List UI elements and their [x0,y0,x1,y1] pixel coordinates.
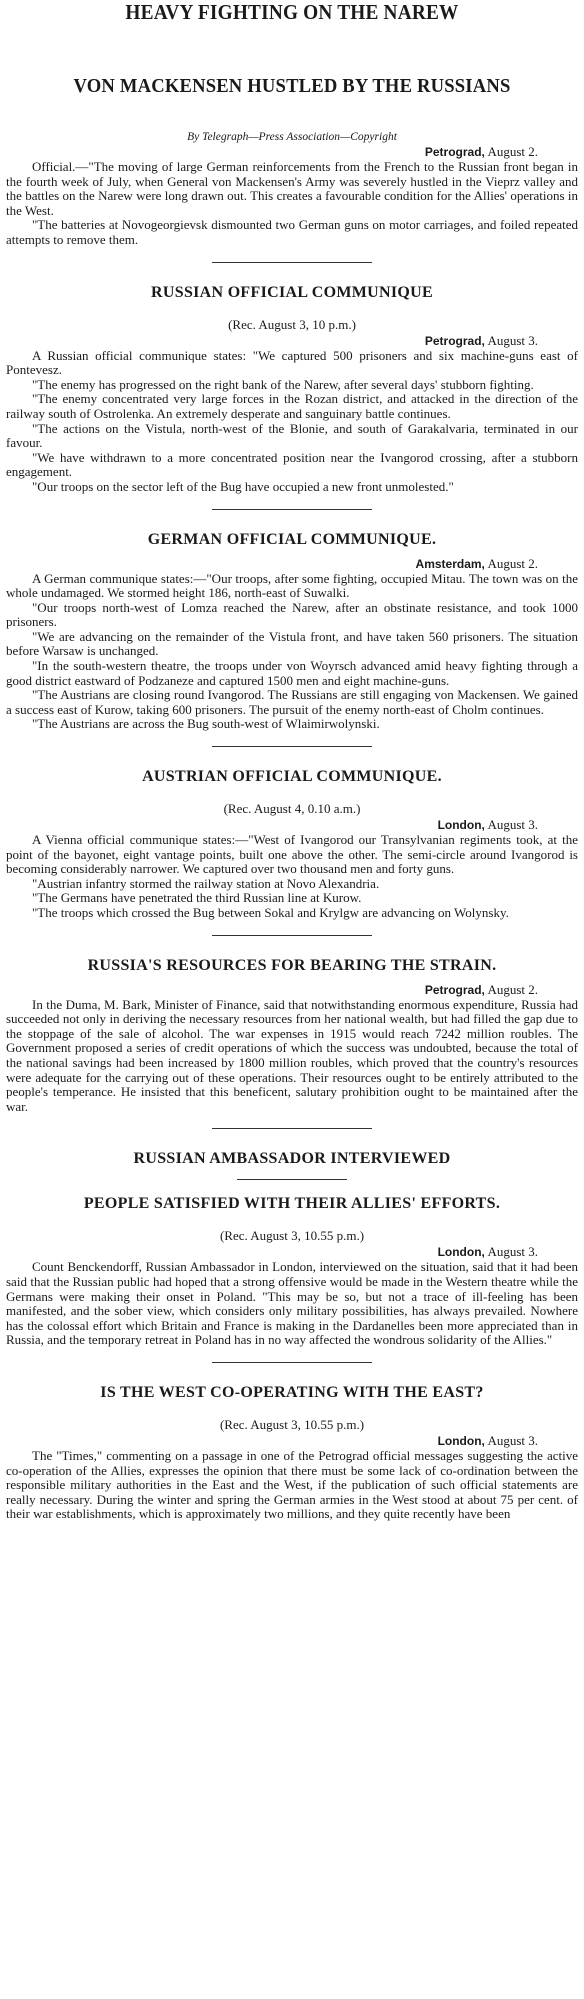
received-line: (Rec. August 4, 0.10 a.m.) [223,801,361,817]
headline: HEAVY FIGHTING ON THE NAREW [125,0,459,24]
subheadline: VON MACKENSEN HUSTLED BY THE RUSSIANS [73,75,511,97]
dateline [6,982,578,998]
dateline-place: Amsterdam, [415,556,485,571]
paragraph: "The enemy concentrated very large forces in the Rozan district, and attacked in the direction of the railway south of Ostrolenka. An extremely desperate and sanguinary battle continues. [6,391,578,421]
subsection-title: IS THE WEST CO-OPERATING WITH THE EAST? [100,1383,484,1401]
divider [212,746,372,747]
divider [212,1362,372,1363]
paragraph: A Russian official communique states: "We captured 500 prisoners and six machine-guns east of Pontevesz. [6,347,578,378]
section-title: RUSSIAN OFFICIAL COMMUNIQUE [151,283,433,301]
paragraph: "The Austrians are closing round Ivangorod. The Russians are still engaging von Mackensen. We gained a success east of Kurow, taking 600 prisoners. The pursuit of the enemy north-east of Cholm continues. [6,687,578,717]
paragraph: Count Benckendorff, Russian Ambassador in London, interviewed on the situation, said that it had been said that the Russian public had hoped that a strong offensive would be made in the Western theatre while the Germans were making their onset in Poland. "This may be so, but not a trace of ill-feeling has been manifested, and the sober view, which considers only military possibilities, has always prevailed. Nowhere has the colossal effort which Britain and France is making in the Dardanelles been more appreciated than in Russia, and the temporary retreat in Poland has in no way affected the wondrous solidarity of the Allies." [6,1259,578,1348]
dateline-date: August 3. [487,332,538,348]
dateline-date: August 2. [487,981,538,997]
paragraph: "The Austrians are across the Bug south-west of Wlaimirwolynski. [32,716,380,732]
dateline [6,817,578,833]
section-title: RUSSIAN AMBASSADOR INTERVIEWED [133,1150,451,1168]
byline-row [6,130,578,144]
dateline [6,144,578,160]
received-line: (Rec. August 3, 10.55 p.m.) [219,1228,365,1244]
dateline [6,556,578,572]
dateline-date: August 3. [487,1432,538,1448]
paragraph: "The troops which crossed the Bug between Sokal and Krylgw are advancing on Wolynsky. [32,905,509,920]
dateline-place: London, [437,818,485,833]
received-line: (Rec. August 3, 10 p.m.) [228,316,356,332]
subsection-title: PEOPLE SATISFIED WITH THEIR ALLIES' EFFORTS. [83,1195,501,1213]
dateline-place: Petrograd, [424,982,485,997]
received-line: (Rec. August 3, 10.55 p.m.) [219,1416,365,1432]
dateline-date: August 3. [487,817,538,833]
byline: By Telegraph—Press Association—Copyright [187,131,397,143]
divider [212,262,372,263]
dateline-date: August 3. [487,1244,538,1260]
paragraph: "We are advancing on the remainder of the Vistula front, and have taken 560 prisoners. The situation before Warsaw is unchanged. [6,628,578,659]
dateline-place: London, [437,1245,485,1260]
section-title: RUSSIA'S RESOURCES FOR BEARING THE STRAIN. [87,956,497,974]
section-title: AUSTRIAN OFFICIAL COMMUNIQUE. [142,768,442,786]
section-title: GERMAN OFFICIAL COMMUNIQUE. [147,530,437,548]
paragraph: "In the south-western theatre, the troops under von Woyrsch advanced amid heavy fighting through a good district eastward of Podzaneze and captured 1500 men and eight machine-guns. [6,658,578,688]
dateline [6,1433,578,1449]
paragraph: "The enemy has progressed on the right bank of the Narew, after several days' stubborn fighting. [32,376,534,392]
dateline [6,1244,578,1260]
dateline [6,333,578,349]
divider [212,935,372,936]
paragraph: In the Duma, M. Bark, Minister of Finance, said that notwithstanding enormous expenditure, Russia had succeeded not only in deriving the necessary resources from her national wealth, but had filled the gap due to the stoppage of the sale of alcohol. The war expenses in 1915 would reach 7242 million roubles. The Government proposed a series of credit operations of which the success was undoubted, because the total of the national savings had been increased by 1800 million roubles, which proved that the country's resources were adequate for the carrying out of these operations. Their resources ought to be entirely attributed to the people's temperance. He insisted that this beneficent, salutary prohibition ought to be maintained after the war. [6,996,578,1114]
divider [212,509,372,510]
dateline-place: Petrograd, [424,333,485,348]
dateline-place: Petrograd, [424,145,485,159]
paragraph: "The actions on the Vistula, north-west of the Blonie, and south of Garakalvaria, terminated in our favour. [6,420,578,451]
divider [237,1179,347,1180]
paragraph: "Our troops on the sector left of the Bug have occupied a new front unmolested." [32,478,454,494]
dateline-place: London, [437,1433,485,1448]
dateline-date: August 2. [487,555,538,571]
paragraph: Official.—"The moving of large German reinforcements from the French to the Russian front began in the fourth week of July, when General von Mackensen's Army was severely hustled in the Vieprz valley and the battles on the Narew were long drawn out. This creates a favourable condition for the Allies' operations in the West. [6,159,578,218]
paragraph: "The batteries at Novogeorgievsk dismounted two German guns on motor carriages, and foiled repeated attempts to remove them. [6,217,578,247]
paragraph: "Austrian infantry stormed the railway station at Novo Alexandria. [32,875,380,891]
paragraph: "We have withdrawn to a more concentrated position near the Ivangorod crossing, after a stubborn engagement. [6,449,578,480]
paragraph: "Our troops north-west of Lomza reached the Narew, after an obstinate resistance, and took 1000 prisoners. [6,599,578,630]
paragraph: The "Times," commenting on a passage in one of the Petrograd official messages suggesting the active co-operation of the Allies, expresses the opinion that there must be some lack of co-ordination between the responsible military authorities in the East and the West, if the publication of such official statements are really necessary. During the winter and spring the German armies in the West stood at about 75 per cent. of their war establishments, which is approximately two millions, and they quite recently have been [6,1447,578,1522]
divider [212,1128,372,1129]
paragraph: A German communique states:—"Our troops, after some fighting, occupied Mitau. The town was on the whole undamaged. We stormed height 186, north-east of Suwalki. [6,570,578,601]
paragraph: A Vienna official communique states:—"West of Ivangorod our Transylvanian regiments took, at the point of the bayonet, eight vantage points, built one above the other. The semi-circle around Ivangorod is becoming considerably narrower. We captured over two thousand men and forty guns. [6,832,578,877]
paragraph: "The Germans have penetrated the third Russian line at Kurow. [32,890,362,906]
dateline-date: August 2. [487,144,538,159]
